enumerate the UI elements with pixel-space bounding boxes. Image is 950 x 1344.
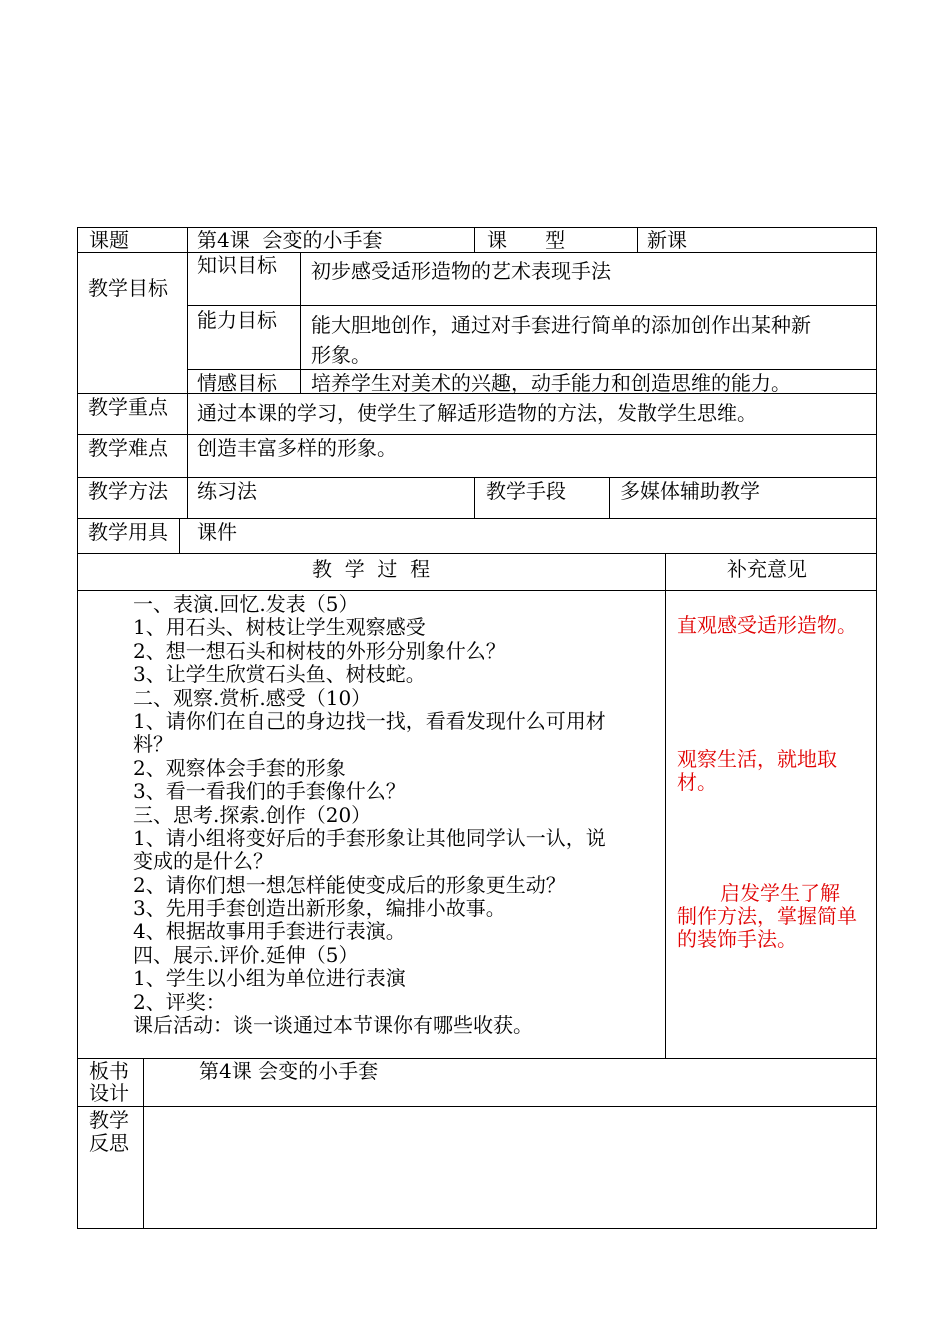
note-2-line1: 观察生活，就地取 bbox=[677, 747, 837, 771]
ability-goal-value-line1: 能大胆地创作，通过对手套进行简单的添加创作出某种新 bbox=[311, 313, 811, 337]
table-border bbox=[77, 1058, 877, 1059]
table-border bbox=[77, 553, 877, 554]
note-3-line3: 的装饰手法。 bbox=[677, 927, 797, 951]
ability-goal-label: 能力目标 bbox=[197, 308, 277, 332]
means-value: 多媒体辅助教学 bbox=[620, 479, 760, 503]
table-border bbox=[179, 518, 180, 553]
table-border bbox=[609, 477, 610, 518]
table-border bbox=[77, 590, 877, 591]
key-point-value: 通过本课的学习，使学生了解适形造物的方法，发散学生思维。 bbox=[197, 401, 757, 425]
table-border bbox=[474, 227, 475, 252]
note-3-line2: 制作方法，掌握简单 bbox=[677, 904, 857, 928]
process-steps bbox=[133, 593, 606, 1037]
method-value: 练习法 bbox=[197, 479, 257, 503]
process-line: 2、观察体会手套的形象 bbox=[133, 755, 346, 780]
process-line: 一、表演.回忆.发表（5） bbox=[133, 592, 359, 616]
notes-header: 补充意见 bbox=[727, 557, 807, 581]
process-line: 2、想一想石头和树枝的外形分别象什么？ bbox=[133, 638, 506, 663]
note-1: 直观感受适形造物。 bbox=[677, 613, 857, 637]
reflection-label-line1: 教学 bbox=[89, 1108, 129, 1132]
process-line: 2、评奖： bbox=[133, 989, 226, 1014]
process-line: 1、请小组将变好后的手套形象让其他同学认一认，说 bbox=[133, 825, 606, 850]
type-label: 课 型 bbox=[487, 228, 566, 252]
knowledge-goal-value: 初步感受适形造物的艺术表现手法 bbox=[311, 259, 611, 283]
board-label-line1: 板书 bbox=[89, 1059, 129, 1083]
process-line: 1、学生以小组为单位进行表演 bbox=[133, 966, 406, 991]
table-border bbox=[77, 477, 877, 478]
table-border bbox=[876, 227, 877, 1229]
tools-label: 教学用具 bbox=[88, 520, 168, 544]
topic-value: 第4课 会变的小手套 bbox=[197, 228, 383, 252]
table-border bbox=[143, 1058, 144, 1228]
difficulty-label: 教学难点 bbox=[88, 436, 168, 460]
process-line: 四、展示.评价.延伸（5） bbox=[133, 942, 359, 967]
process-line: 变成的是什么？ bbox=[133, 849, 273, 874]
process-line: 1、用石头、树枝让学生观察感受 bbox=[133, 615, 426, 640]
table-border bbox=[665, 553, 666, 1058]
note-3-line1: 启发学生了解 bbox=[720, 881, 840, 905]
process-line: 2、请你们想一想怎样能使变成后的形象更生动？ bbox=[133, 872, 566, 897]
knowledge-goal-label: 知识目标 bbox=[197, 253, 277, 277]
process-header: 教 学 过 程 bbox=[312, 557, 431, 581]
emotion-goal-label: 情感目标 bbox=[197, 371, 277, 395]
process-line: 3、让学生欣赏石头鱼、树枝蛇。 bbox=[133, 662, 426, 687]
reflection-label-line2: 反思 bbox=[89, 1131, 129, 1155]
process-line: 二、观察.赏析.感受（10） bbox=[133, 685, 372, 710]
type-value: 新课 bbox=[647, 228, 687, 252]
process-line: 4、根据故事用手套进行表演。 bbox=[133, 919, 406, 944]
table-border bbox=[77, 1106, 877, 1107]
goals-label: 教学目标 bbox=[88, 276, 168, 300]
process-line: 3、看一看我们的手套像什么？ bbox=[133, 779, 406, 804]
table-border bbox=[77, 227, 78, 1229]
process-line: 课后活动：谈一谈通过本节课你有哪些收获。 bbox=[133, 1013, 533, 1038]
table-border bbox=[77, 1228, 877, 1229]
ability-goal-value-line2: 形象。 bbox=[311, 343, 371, 367]
means-label: 教学手段 bbox=[486, 479, 566, 503]
table-border bbox=[187, 227, 188, 518]
board-value: 第4课 会变的小手套 bbox=[199, 1059, 379, 1083]
process-line: 1、请你们在自己的身边找一找，看看发现什么可用材 bbox=[133, 708, 606, 733]
process-line: 3、先用手套创造出新形象，编排小故事。 bbox=[133, 896, 506, 921]
table-border bbox=[77, 518, 877, 519]
table-border bbox=[187, 305, 877, 306]
table-border bbox=[77, 434, 877, 435]
process-line: 三、思考.探索.创作（20） bbox=[133, 802, 372, 827]
difficulty-value: 创造丰富多样的形象。 bbox=[197, 436, 397, 460]
topic-label: 课题 bbox=[89, 228, 129, 252]
table-border bbox=[187, 369, 877, 370]
note-2-line2: 材。 bbox=[677, 770, 717, 794]
key-point-label: 教学重点 bbox=[88, 395, 168, 419]
board-label-line2: 设计 bbox=[89, 1081, 129, 1105]
table-border bbox=[300, 252, 301, 393]
table-border bbox=[637, 227, 638, 252]
process-line: 料？ bbox=[133, 732, 173, 757]
emotion-goal-value: 培养学生对美术的兴趣，动手能力和创造思维的能力。 bbox=[311, 371, 791, 395]
method-label: 教学方法 bbox=[88, 479, 168, 503]
tools-value: 课件 bbox=[197, 520, 237, 544]
table-border bbox=[474, 477, 475, 518]
